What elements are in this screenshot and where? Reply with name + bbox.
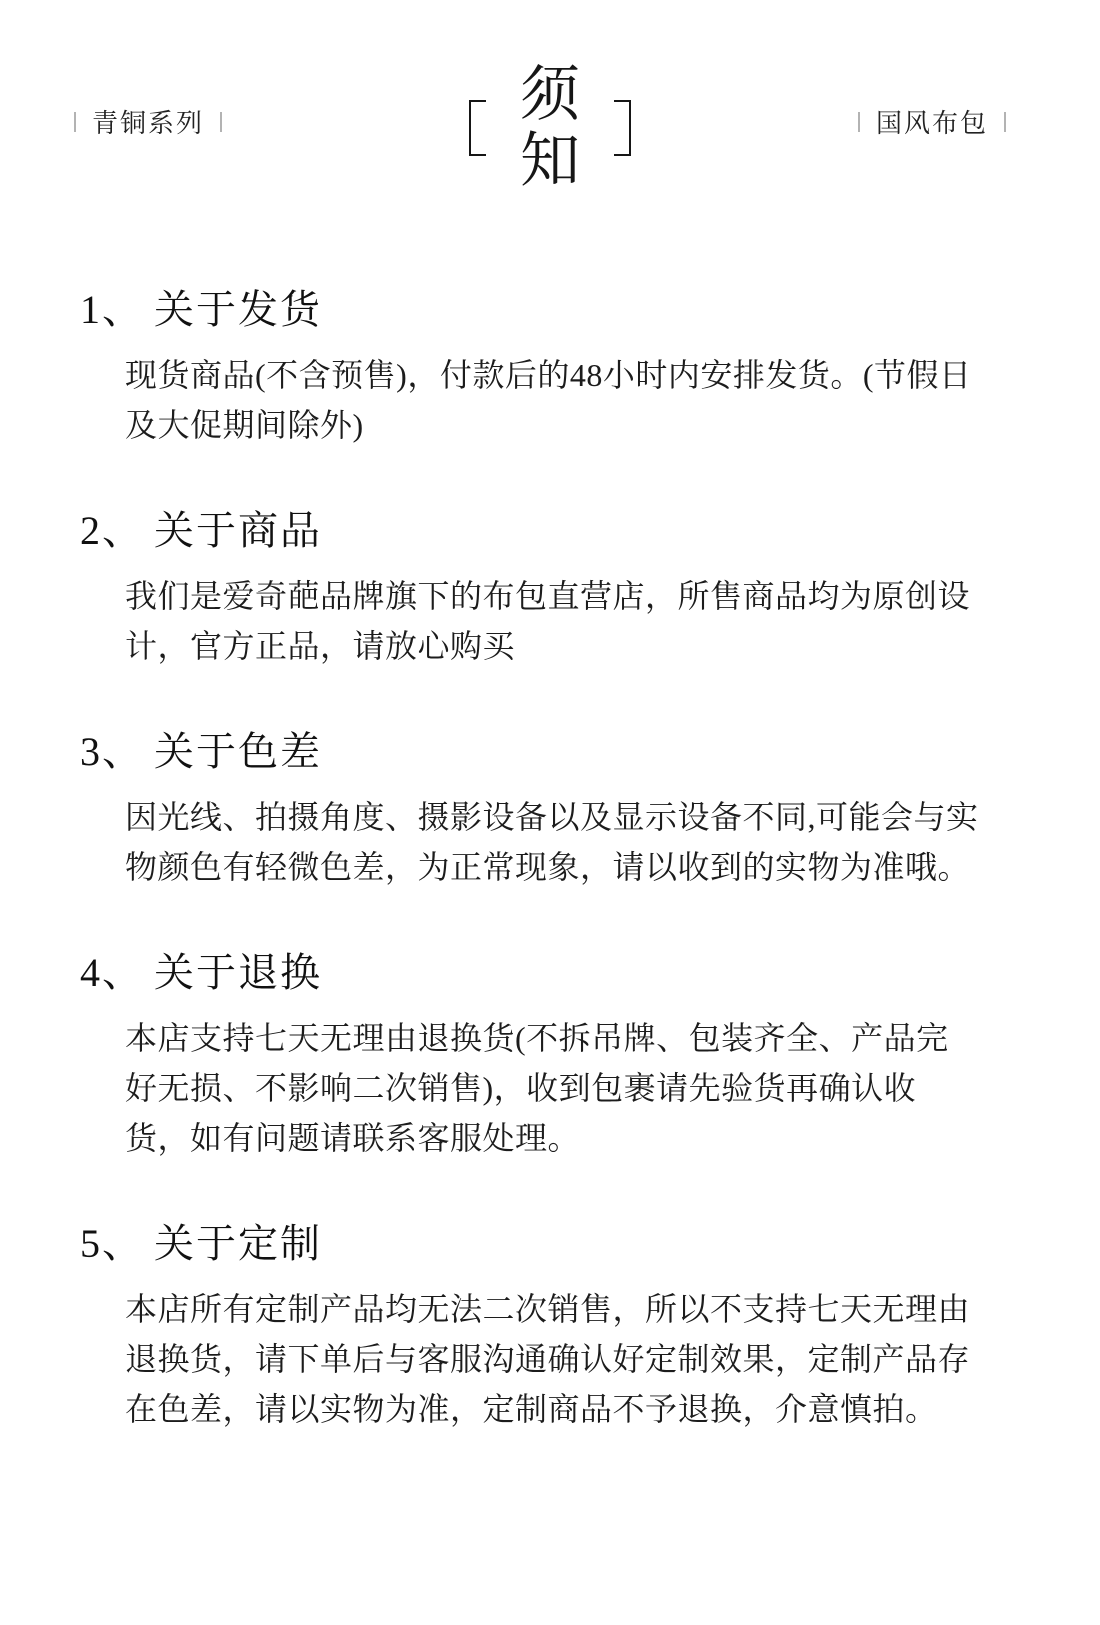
section-title: 关于退换 — [154, 950, 322, 995]
page-title-char-top: 须 — [520, 62, 580, 128]
right-bracket-icon — [614, 100, 631, 156]
section-body-text: 因光线、拍摄角度、摄影设备以及显示设备不同,可能会与实物颜色有轻微色差，为正常现象，请以收到的实物为准哦。 — [125, 799, 979, 885]
section-title: 关于定制 — [154, 1221, 322, 1266]
section-products — [80, 507, 1036, 671]
section-title: 关于发货 — [154, 287, 322, 332]
section-shipping — [80, 286, 1036, 450]
section-heading — [80, 949, 1036, 997]
section-heading — [80, 286, 1036, 334]
tick-divider — [858, 112, 860, 132]
notice-content — [0, 200, 1100, 1434]
section-number: 5、 — [80, 1221, 144, 1266]
page-title — [520, 62, 580, 194]
section-customization — [80, 1220, 1036, 1434]
section-heading — [80, 507, 1036, 555]
section-color-difference — [80, 728, 1036, 892]
section-number: 3、 — [80, 729, 144, 774]
page-header — [0, 0, 1100, 200]
section-number: 1、 — [80, 287, 144, 332]
section-title: 关于商品 — [154, 508, 322, 553]
section-heading — [80, 1220, 1036, 1268]
section-body-text: 本店所有定制产品均无法二次销售，所以不支持七天无理由退换货，请下单后与客服沟通确认好定制效果，定制产品存在色差，请以实物为准，定制商品不予退换，介意慎拍。 — [125, 1291, 971, 1427]
tick-divider — [1004, 112, 1006, 132]
section-title: 关于色差 — [154, 729, 322, 774]
section-number: 2、 — [80, 508, 144, 553]
left-bracket-icon — [469, 100, 486, 156]
brand-label-text: 国风布包 — [875, 109, 988, 138]
page-title-char-bottom: 知 — [520, 128, 580, 194]
section-body-text: 我们是爱奇葩品牌旗下的布包直营店，所售商品均为原创设计，官方正品，请放心购买 — [125, 578, 971, 664]
section-number: 4、 — [80, 950, 144, 995]
section-body-text: 现货商品(不含预售)，付款后的48小时内安排发货。(节假日及大促期间除外) — [125, 357, 972, 443]
series-label-text: 青铜系列 — [92, 109, 205, 138]
section-body-text: 本店支持七天无理由退换货(不拆吊牌、包装齐全、产品完好无损、不影响二次销售)，收到包裹请先验货再确认收货，如有问题请联系客服处理。 — [125, 1020, 949, 1156]
brand-label — [858, 103, 1006, 140]
section-returns — [80, 949, 1036, 1163]
section-heading — [80, 728, 1036, 776]
